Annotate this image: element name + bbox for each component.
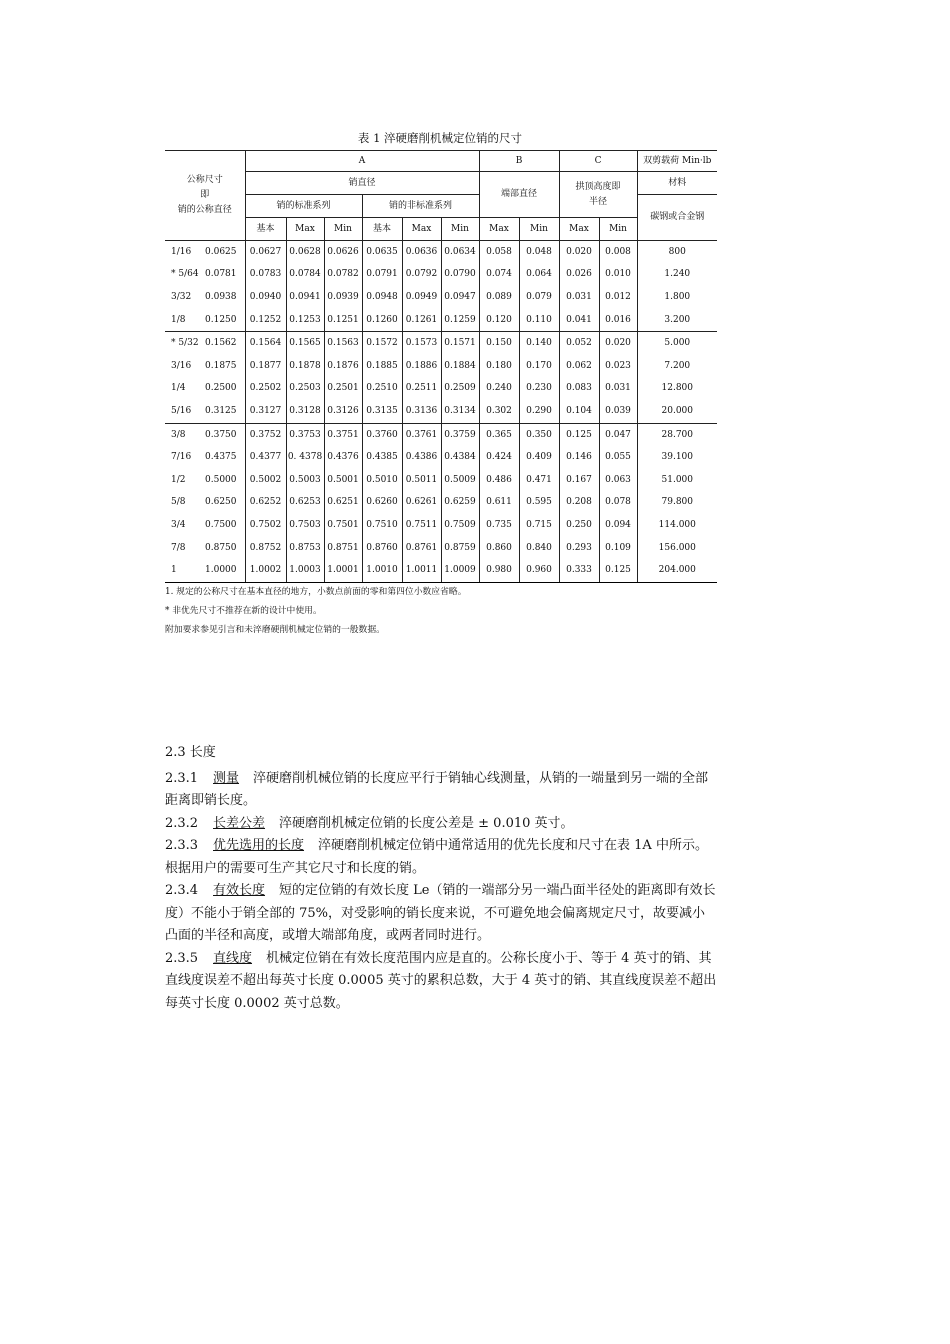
nominal-size-cell: [165, 492, 245, 515]
min-header: Min: [324, 218, 362, 241]
value-cell: 0.333: [559, 559, 599, 582]
value-cell: 0.1260: [362, 309, 402, 332]
value-cell: 0.486: [479, 469, 519, 492]
fraction-value: 1/4: [171, 383, 186, 394]
value-cell: 0.208: [559, 492, 599, 515]
decimal-value: 0.7500: [205, 519, 237, 530]
load-cell: 3.200: [637, 309, 717, 332]
section-heading: 2.3 长度: [165, 745, 216, 760]
table-row: [165, 332, 717, 355]
value-cell: 0.7502: [245, 514, 286, 537]
value-cell: 0.293: [559, 537, 599, 560]
decimal-value: 0.0938: [205, 291, 237, 302]
load-cell: 51.000: [637, 469, 717, 492]
value-cell: 0.110: [519, 309, 559, 332]
length-section: [165, 742, 717, 1015]
nominal-size-cell: [165, 264, 245, 287]
value-cell: 0.063: [599, 469, 637, 492]
value-cell: 0.595: [519, 492, 559, 515]
item-term: 直线度: [213, 950, 253, 966]
fraction-value: 3/8: [171, 429, 186, 440]
fraction-value: * 5/32: [171, 338, 199, 349]
value-cell: 0.0783: [245, 264, 286, 287]
value-cell: 0.4386: [402, 446, 441, 469]
value-cell: 0.1572: [362, 332, 402, 355]
value-cell: 0.041: [559, 309, 599, 332]
item-text: 机械定位销在有效长度范围内应是直的。公称长度小于、等于 4 英寸的销、其直线度误差不超出每英寸长度 0.0005 英寸的累积总数，大于 4 英寸的销、其直线度误差不超出每英寸长度 0.0002 英寸总数。: [165, 950, 717, 1011]
value-cell: 0.1563: [324, 332, 362, 355]
value-cell: 0.2510: [362, 378, 402, 401]
load-cell: 39.100: [637, 446, 717, 469]
decimal-value: 0.1875: [205, 360, 237, 371]
value-cell: 0.1564: [245, 332, 286, 355]
value-cell: 0.047: [599, 423, 637, 446]
table-row: [165, 446, 717, 469]
table-row: [165, 400, 717, 423]
value-cell: 0.0628: [286, 241, 324, 264]
table-row: [165, 355, 717, 378]
value-cell: 0.0790: [441, 264, 479, 287]
value-cell: 0.240: [479, 378, 519, 401]
value-cell: 0.0792: [402, 264, 441, 287]
table-row: [165, 492, 717, 515]
value-cell: 0.010: [599, 264, 637, 287]
nominal-size-cell: [165, 446, 245, 469]
value-cell: 0.6251: [324, 492, 362, 515]
value-cell: 0.1565: [286, 332, 324, 355]
load-cell: 1.800: [637, 286, 717, 309]
table-row: [165, 559, 717, 582]
value-cell: 0.0940: [245, 286, 286, 309]
value-cell: 0.4376: [324, 446, 362, 469]
value-cell: 0.8759: [441, 537, 479, 560]
value-cell: 0.064: [519, 264, 559, 287]
value-cell: 0. 4378: [286, 446, 324, 469]
table-row: [165, 378, 717, 401]
section-item: [165, 768, 717, 813]
load-cell: 114.000: [637, 514, 717, 537]
value-cell: 0.3135: [362, 400, 402, 423]
value-cell: 0.7501: [324, 514, 362, 537]
nominal-size-header: 公称尺寸 即 销的公称直径: [165, 151, 245, 241]
value-cell: 1.0003: [286, 559, 324, 582]
value-cell: 0.140: [519, 332, 559, 355]
value-cell: 0.1252: [245, 309, 286, 332]
item-number: 2.3.1: [165, 770, 199, 786]
nominal-size-cell: [165, 241, 245, 264]
decimal-value: 0.1562: [205, 338, 237, 349]
nonstandard-series-header: 销的非标准系列: [362, 195, 479, 218]
value-cell: 0.039: [599, 400, 637, 423]
standard-series-header: 销的标准系列: [245, 195, 362, 218]
value-cell: 0.860: [479, 537, 519, 560]
end-diameter-header: 端部直径: [479, 172, 559, 218]
fraction-value: 5/16: [171, 405, 192, 416]
value-cell: 0.0634: [441, 241, 479, 264]
value-cell: 0.058: [479, 241, 519, 264]
decimal-value: 0.0625: [205, 246, 237, 257]
value-cell: 0.150: [479, 332, 519, 355]
table-notes: [165, 583, 467, 640]
section-item: [165, 835, 717, 880]
table-row: [165, 264, 717, 287]
value-cell: 0.0949: [402, 286, 441, 309]
value-cell: 0.250: [559, 514, 599, 537]
value-cell: 0.1886: [402, 355, 441, 378]
item-number: 2.3.5: [165, 950, 199, 966]
value-cell: 0.0782: [324, 264, 362, 287]
value-cell: 0.350: [519, 423, 559, 446]
decimal-value: 1.0000: [205, 565, 237, 576]
fraction-value: 3/32: [171, 291, 192, 302]
value-cell: 0.4385: [362, 446, 402, 469]
decimal-value: 0.3125: [205, 405, 237, 416]
crown-height-header: 拱顶高度即 半径: [559, 172, 637, 218]
value-cell: 0.424: [479, 446, 519, 469]
value-cell: 0.3134: [441, 400, 479, 423]
value-cell: 0.0939: [324, 286, 362, 309]
value-cell: 0.078: [599, 492, 637, 515]
value-cell: 0.365: [479, 423, 519, 446]
fraction-value: * 5/64: [171, 269, 199, 280]
fraction-value: 3/16: [171, 360, 192, 371]
value-cell: 0.2509: [441, 378, 479, 401]
value-cell: 0.735: [479, 514, 519, 537]
load-cell: 5.000: [637, 332, 717, 355]
value-cell: 0.0627: [245, 241, 286, 264]
value-cell: 0.083: [559, 378, 599, 401]
table-title: 表 1 淬硬磨削机械定位销的尺寸: [357, 131, 523, 145]
table-row: [165, 309, 717, 332]
value-cell: 0.6252: [245, 492, 286, 515]
value-cell: 0.1884: [441, 355, 479, 378]
value-cell: 0.5011: [402, 469, 441, 492]
fraction-value: 1/2: [171, 474, 186, 485]
value-cell: 0.1571: [441, 332, 479, 355]
value-cell: 0.3126: [324, 400, 362, 423]
value-cell: 0.6260: [362, 492, 402, 515]
load-cell: 1.240: [637, 264, 717, 287]
item-text: 淬硬磨削机械定位销的长度公差是 ± 0.010 英寸。: [279, 815, 574, 831]
decimal-value: 0.8750: [205, 542, 237, 553]
value-cell: 0.023: [599, 355, 637, 378]
min-header: Min: [519, 218, 559, 241]
value-cell: 0.6259: [441, 492, 479, 515]
table-row: [165, 423, 717, 446]
nominal-size-cell: [165, 400, 245, 423]
value-cell: 0.125: [599, 559, 637, 582]
value-cell: 1.0011: [402, 559, 441, 582]
value-cell: 0.5009: [441, 469, 479, 492]
max-header: Max: [479, 218, 519, 241]
decimal-value: 0.1250: [205, 314, 237, 325]
nominal-size-cell: [165, 469, 245, 492]
value-cell: 0.055: [599, 446, 637, 469]
decimal-value: 0.5000: [205, 474, 237, 485]
value-cell: 0.960: [519, 559, 559, 582]
value-cell: 0.125: [559, 423, 599, 446]
load-cell: 79.800: [637, 492, 717, 515]
value-cell: 0.6253: [286, 492, 324, 515]
value-cell: 0.1261: [402, 309, 441, 332]
decimal-value: 0.2500: [205, 383, 237, 394]
value-cell: 0.7503: [286, 514, 324, 537]
value-cell: 0.302: [479, 400, 519, 423]
fraction-value: 7/8: [171, 542, 186, 553]
value-cell: 0.1877: [245, 355, 286, 378]
value-cell: 0.7509: [441, 514, 479, 537]
item-term: 长差公差: [213, 815, 266, 831]
fraction-value: 1: [171, 565, 177, 576]
value-cell: 0.120: [479, 309, 519, 332]
load-cell: 28.700: [637, 423, 717, 446]
value-cell: 0.146: [559, 446, 599, 469]
value-cell: 0.1885: [362, 355, 402, 378]
nominal-size-cell: [165, 514, 245, 537]
decimal-value: 0.6250: [205, 497, 237, 508]
value-cell: 0.5001: [324, 469, 362, 492]
steel-header: 碳钢或合金钢: [637, 195, 717, 241]
section-item: [165, 880, 717, 948]
value-cell: 1.0009: [441, 559, 479, 582]
value-cell: 0.074: [479, 264, 519, 287]
item-text: 淬硬磨削机械定位销中通常适用的优先长度和尺寸在表 1A 中所示。根据用户的需要可生产其它尺寸和长度的销。: [165, 838, 708, 876]
value-cell: 0.715: [519, 514, 559, 537]
value-cell: 0.8760: [362, 537, 402, 560]
max-header: Max: [402, 218, 441, 241]
section-item: [165, 948, 717, 1016]
value-cell: 0.012: [599, 286, 637, 309]
value-cell: 0.3753: [286, 423, 324, 446]
item-number: 2.3.2: [165, 815, 199, 831]
value-cell: 0.3127: [245, 400, 286, 423]
fraction-value: 1/8: [171, 314, 186, 325]
load-cell: 7.200: [637, 355, 717, 378]
value-cell: 0.0948: [362, 286, 402, 309]
pin-diameter-header: 销直径: [245, 172, 479, 195]
value-cell: 0.5003: [286, 469, 324, 492]
value-cell: 0.6261: [402, 492, 441, 515]
value-cell: 0.471: [519, 469, 559, 492]
value-cell: 0.094: [599, 514, 637, 537]
table-row: [165, 469, 717, 492]
value-cell: 0.230: [519, 378, 559, 401]
value-cell: 1.0010: [362, 559, 402, 582]
value-cell: 0.062: [559, 355, 599, 378]
value-cell: 0.1573: [402, 332, 441, 355]
load-cell: 204.000: [637, 559, 717, 582]
value-cell: 0.016: [599, 309, 637, 332]
value-cell: 0.052: [559, 332, 599, 355]
value-cell: 0.3759: [441, 423, 479, 446]
nominal-size-cell: [165, 332, 245, 355]
value-cell: 0.611: [479, 492, 519, 515]
value-cell: 0.020: [599, 332, 637, 355]
min-header: Min: [441, 218, 479, 241]
material-header: 材料: [637, 172, 717, 195]
fraction-value: 1/16: [171, 246, 192, 257]
col-a-header: A: [245, 151, 479, 172]
table-row: [165, 241, 717, 264]
item-text: 淬硬磨削机械位销的长度应平行于销轴心线测量，从销的一端量到另一端的全部距离即销长度。: [165, 770, 709, 808]
value-cell: 1.0001: [324, 559, 362, 582]
table-body: [165, 241, 717, 583]
item-text: 短的定位销的有效长度 Le（销的一端部分另一端凸面半径处的距离即有效长度）不能小于销全部的 75%，对受影响的销长度来说，不可避免地会偏离规定尺寸，故要减小凸面的半径和高度，或增大端部角度，或两者同时进行。: [165, 883, 716, 943]
value-cell: 0.008: [599, 241, 637, 264]
value-cell: 0.8751: [324, 537, 362, 560]
value-cell: 0.3760: [362, 423, 402, 446]
item-term: 测量: [213, 770, 240, 786]
basic-header: 基本: [245, 218, 286, 241]
value-cell: 0.1259: [441, 309, 479, 332]
fraction-value: 5/8: [171, 497, 186, 508]
value-cell: 0.109: [599, 537, 637, 560]
nominal-size-cell: [165, 286, 245, 309]
value-cell: 0.3751: [324, 423, 362, 446]
col-b-header: B: [479, 151, 559, 172]
table-row: [165, 537, 717, 560]
value-cell: 0.079: [519, 286, 559, 309]
value-cell: 0.0636: [402, 241, 441, 264]
load-cell: 156.000: [637, 537, 717, 560]
value-cell: 1.0002: [245, 559, 286, 582]
value-cell: 0.2503: [286, 378, 324, 401]
value-cell: 0.0784: [286, 264, 324, 287]
load-cell: 20.000: [637, 400, 717, 423]
value-cell: 0.1251: [324, 309, 362, 332]
nominal-size-cell: [165, 423, 245, 446]
section-item: [165, 813, 717, 836]
section-items: [165, 768, 717, 1016]
value-cell: 0.026: [559, 264, 599, 287]
col-c-header: C: [559, 151, 637, 172]
value-cell: 0.3128: [286, 400, 324, 423]
item-term: 有效长度: [213, 883, 266, 898]
value-cell: 0.0791: [362, 264, 402, 287]
value-cell: 0.3761: [402, 423, 441, 446]
table-row: [165, 514, 717, 537]
value-cell: 0.1878: [286, 355, 324, 378]
item-term: 优先选用的长度: [213, 838, 305, 853]
value-cell: 0.409: [519, 446, 559, 469]
nominal-size-cell: [165, 559, 245, 582]
value-cell: 0.5010: [362, 469, 402, 492]
nominal-size-cell: [165, 378, 245, 401]
value-cell: 0.290: [519, 400, 559, 423]
note: * 非优先尺寸不推荐在新的设计中使用。: [165, 606, 322, 616]
value-cell: 0.5002: [245, 469, 286, 492]
value-cell: 0.031: [599, 378, 637, 401]
value-cell: 0.3136: [402, 400, 441, 423]
basic-header: 基本: [362, 218, 402, 241]
value-cell: 0.8761: [402, 537, 441, 560]
fraction-value: 7/16: [171, 452, 192, 463]
nominal-size-cell: [165, 309, 245, 332]
value-cell: 0.0626: [324, 241, 362, 264]
value-cell: 0.031: [559, 286, 599, 309]
value-cell: 0.020: [559, 241, 599, 264]
nominal-size-cell: [165, 537, 245, 560]
value-cell: 0.1876: [324, 355, 362, 378]
value-cell: 0.3752: [245, 423, 286, 446]
value-cell: 0.2502: [245, 378, 286, 401]
decimal-value: 0.0781: [205, 269, 237, 280]
note: 1. 规定的公称尺寸在基本直径的地方，小数点前面的零和第四位小数应省略。: [165, 587, 467, 597]
value-cell: 0.0635: [362, 241, 402, 264]
value-cell: 0.180: [479, 355, 519, 378]
load-header: 双剪载荷 Min·lb: [637, 151, 717, 172]
item-number: 2.3.4: [165, 883, 199, 898]
value-cell: 0.170: [519, 355, 559, 378]
max-header: Max: [286, 218, 324, 241]
load-cell: 800: [637, 241, 717, 264]
fraction-value: 3/4: [171, 519, 186, 530]
value-cell: 0.8753: [286, 537, 324, 560]
decimal-value: 0.4375: [205, 452, 237, 463]
value-cell: 0.7511: [402, 514, 441, 537]
value-cell: 0.840: [519, 537, 559, 560]
value-cell: 0.104: [559, 400, 599, 423]
table-row: [165, 286, 717, 309]
load-cell: 12.800: [637, 378, 717, 401]
max-header: Max: [559, 218, 599, 241]
value-cell: 0.7510: [362, 514, 402, 537]
note: 附加要求参见引言和未淬磨硬削机械定位销的一般数据。: [165, 625, 385, 635]
value-cell: 0.0941: [286, 286, 324, 309]
value-cell: 0.2501: [324, 378, 362, 401]
value-cell: 0.4384: [441, 446, 479, 469]
value-cell: 0.089: [479, 286, 519, 309]
decimal-value: 0.3750: [205, 429, 237, 440]
value-cell: 0.4377: [245, 446, 286, 469]
value-cell: 0.167: [559, 469, 599, 492]
nominal-size-cell: [165, 355, 245, 378]
item-number: 2.3.3: [165, 838, 199, 853]
value-cell: 0.1253: [286, 309, 324, 332]
value-cell: 0.048: [519, 241, 559, 264]
value-cell: 0.980: [479, 559, 519, 582]
value-cell: 0.8752: [245, 537, 286, 560]
pin-dimension-table: [165, 150, 717, 583]
value-cell: 0.0947: [441, 286, 479, 309]
value-cell: 0.2511: [402, 378, 441, 401]
min-header: Min: [599, 218, 637, 241]
